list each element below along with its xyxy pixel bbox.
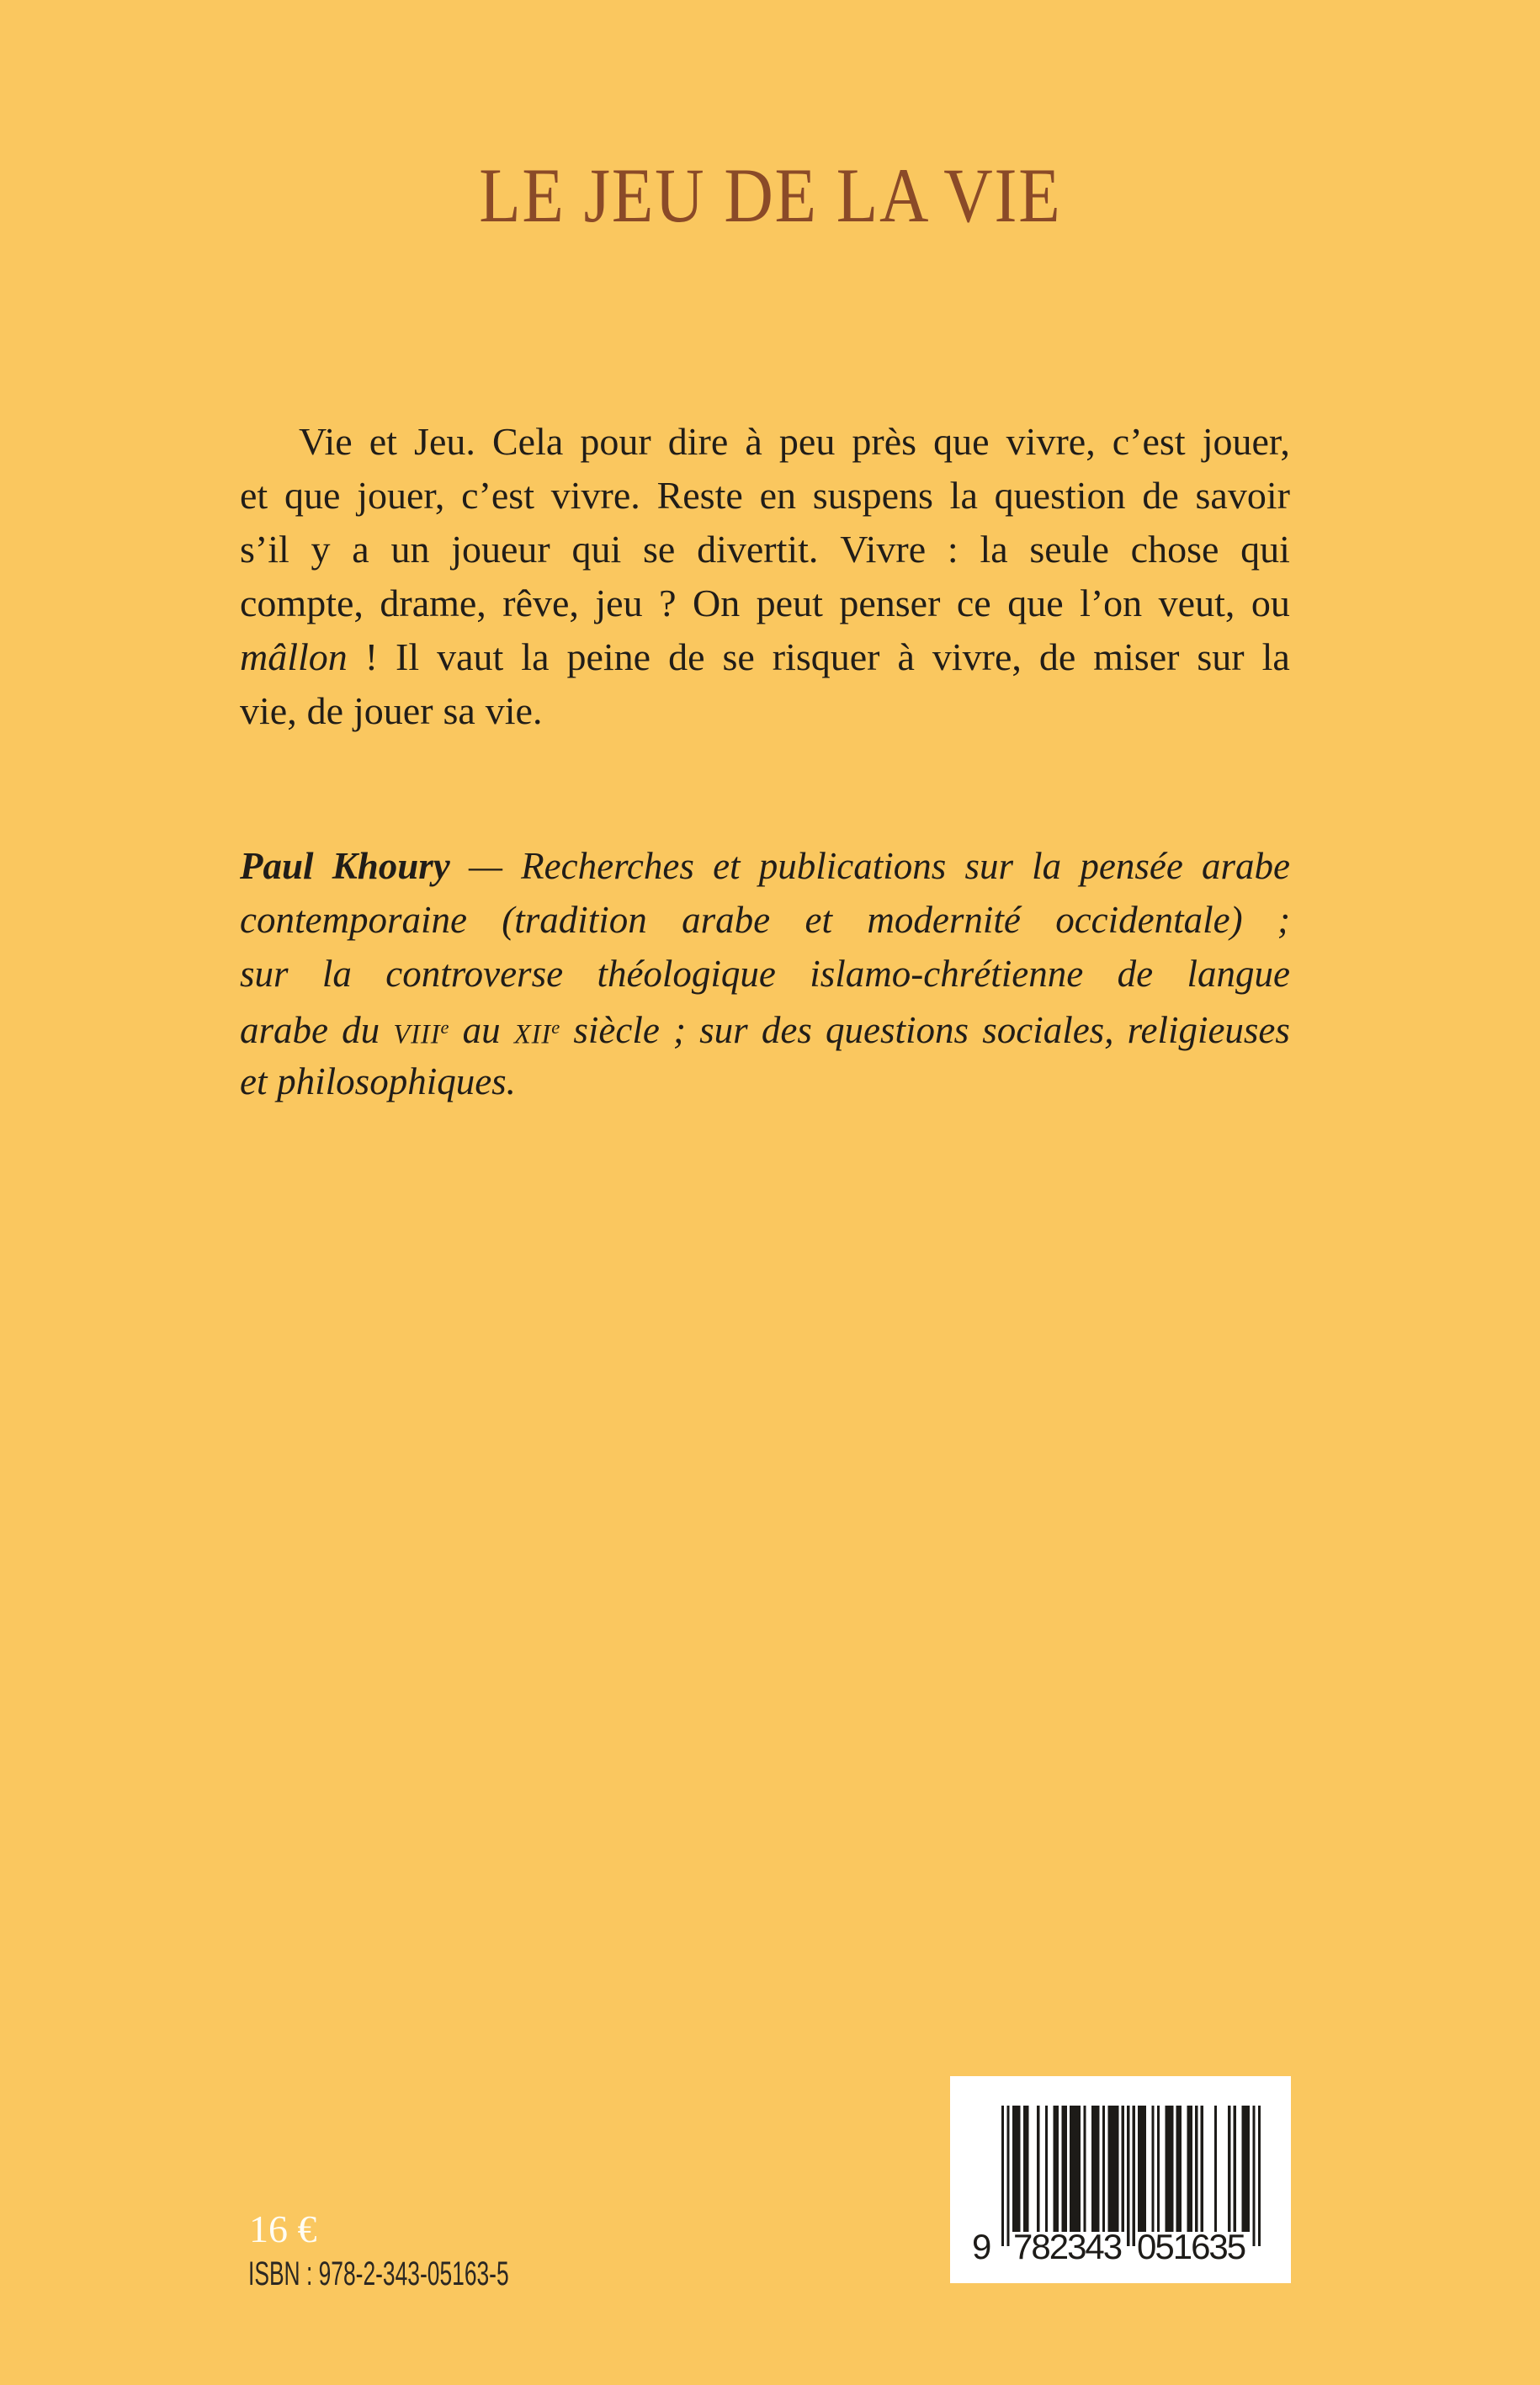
synopsis-paragraph [240, 415, 1290, 738]
text-line: compte, drame, rêve, jeu ? On peut penser ce que l’on veut, ou [240, 582, 1290, 624]
barcode-digit-group2: 051635 [1137, 2227, 1245, 2266]
barcode-digits [950, 2228, 1291, 2266]
text-line: s’il y a un joueur qui se divertit. Vivre : la seule chose qui [240, 528, 1290, 571]
price-label: 16 € [249, 2207, 317, 2250]
barcode-digit-left: 9 [972, 2227, 990, 2266]
text-line: arabe du VIIIe au XIIe siècle ; sur des questions sociales, religieuses [240, 1009, 1290, 1052]
isbn-label: ISBN : 978-2-343-05163-5 [248, 2255, 509, 2292]
text-line: Vie et Jeu. Cela pour dire à peu près que vivre, c’est jouer, [299, 420, 1290, 463]
title-row [0, 152, 1540, 238]
text-line: et que jouer, c’est vivre. Reste en suspens la question de savoir [240, 474, 1290, 517]
author-bio-paragraph [240, 839, 1290, 1108]
barcode-digit-group1: 782343 [1013, 2227, 1122, 2266]
book-title: LE JEU DE LA VIE [478, 152, 1062, 238]
text-line: contemporaine (tradition arabe et modernité occidentale) ; [240, 899, 1290, 941]
text-line: sur la controverse théologique islamo-chrétienne de langue [240, 953, 1290, 995]
text-line: vie, de jouer sa vie. [240, 689, 543, 732]
barcode [950, 2076, 1291, 2283]
text-line: mâllon ! Il vaut la peine de se risquer à vivre, de miser sur la [240, 635, 1290, 678]
text-line: Paul Khoury — Recherches et publications sur la pensée arabe [240, 845, 1290, 887]
text-line: et philosophiques. [240, 1060, 516, 1102]
barcode-bars [1001, 2106, 1261, 2246]
